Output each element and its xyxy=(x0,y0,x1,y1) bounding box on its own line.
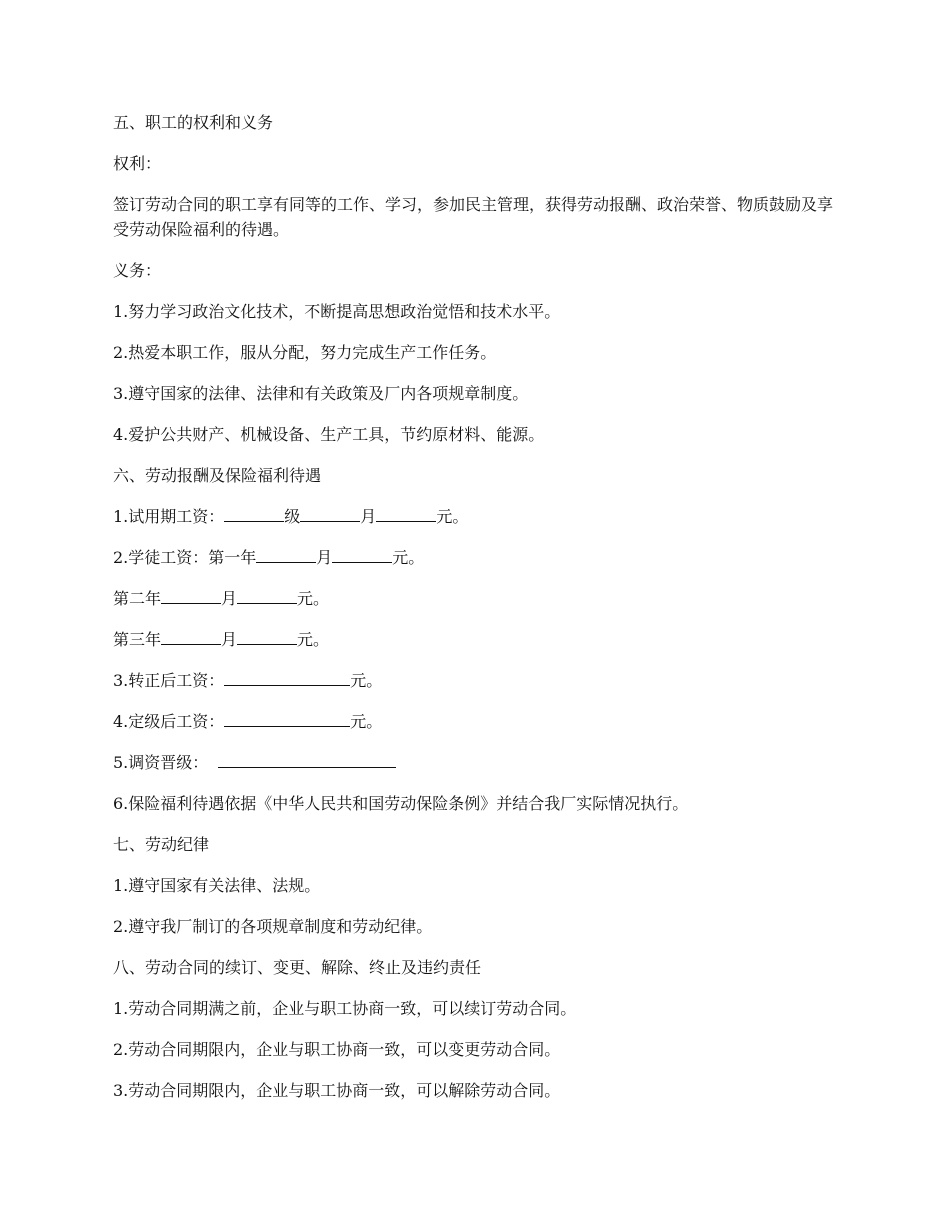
section-heading: 七、劳动纪律 xyxy=(113,835,210,854)
list-item: 4.爱护公共财产、机械设备、生产工具，节约原材料、能源。 xyxy=(113,425,545,444)
label: 4.定级后工资： xyxy=(113,712,225,731)
list-item: 2.劳动合同期限内，企业与职工协商一致，可以变更劳动合同。 xyxy=(113,1040,561,1059)
label: 月 xyxy=(221,589,238,608)
list-item: 1.遵守国家有关法律、法规。 xyxy=(113,876,321,895)
label: 2.学徒工资：第一年 xyxy=(113,548,257,567)
label: 元。 xyxy=(350,712,383,731)
fill-blank[interactable] xyxy=(218,753,396,768)
fill-blank[interactable] xyxy=(332,548,392,563)
label: 月 xyxy=(360,507,377,526)
label: 月 xyxy=(221,630,238,649)
list-item: 2.热爱本职工作，服从分配，努力完成生产工作任务。 xyxy=(113,343,497,362)
fill-blank[interactable] xyxy=(224,712,350,727)
label: 元。 xyxy=(297,630,330,649)
list-item: 3.劳动合同期限内，企业与职工协商一致，可以解除劳动合同。 xyxy=(113,1081,561,1100)
label: 第三年 xyxy=(113,630,162,649)
fill-blank[interactable] xyxy=(161,630,221,645)
label: 第二年 xyxy=(113,589,162,608)
label: 元。 xyxy=(350,671,383,690)
fill-blank[interactable] xyxy=(237,589,297,604)
label: 元。 xyxy=(436,507,469,526)
document-body xyxy=(113,110,843,1119)
list-item: 3.遵守国家的法律、法律和有关政策及厂内各项规章制度。 xyxy=(113,384,529,403)
fill-blank[interactable] xyxy=(224,507,284,522)
wage-line-promotion xyxy=(113,750,843,775)
subheading-rights: 权利： xyxy=(113,154,162,173)
wage-line-apprentice xyxy=(113,545,843,570)
fill-blank[interactable] xyxy=(300,507,360,522)
list-item: 2.遵守我厂制订的各项规章制度和劳动纪律。 xyxy=(113,917,433,936)
fill-blank[interactable] xyxy=(376,507,436,522)
label: 元。 xyxy=(392,548,425,567)
label: 1.试用期工资： xyxy=(113,507,225,526)
wage-line-regular xyxy=(113,668,843,693)
label: 级 xyxy=(284,507,301,526)
subheading-duties: 义务： xyxy=(113,261,162,280)
list-item: 1.努力学习政治文化技术，不断提高思想政治觉悟和技术水平。 xyxy=(113,302,561,321)
wage-line-year2 xyxy=(113,586,843,611)
label: 3.转正后工资： xyxy=(113,671,225,690)
list-item: 6.保险福利待遇依据《中华人民共和国劳动保险条例》并结合我厂实际情况执行。 xyxy=(113,794,689,813)
section-heading: 六、劳动报酬及保险福利待遇 xyxy=(113,466,322,485)
list-item: 1.劳动合同期满之前，企业与职工协商一致，可以续订劳动合同。 xyxy=(113,999,577,1018)
fill-blank[interactable] xyxy=(161,589,221,604)
paragraph: 签订劳动合同的职工享有同等的工作、学习，参加民主管理，获得劳动报酬、政治荣誉、物质鼓励及享受劳动保险福利的待遇。 xyxy=(113,195,834,239)
label: 月 xyxy=(316,548,333,567)
fill-blank[interactable] xyxy=(224,671,350,686)
wage-line-graded xyxy=(113,709,843,734)
wage-line-probation xyxy=(113,504,843,529)
label: 元。 xyxy=(297,589,330,608)
section-heading: 五、职工的权利和义务 xyxy=(113,113,274,132)
section-heading: 八、劳动合同的续订、变更、解除、终止及违约责任 xyxy=(113,958,482,977)
label: 5.调资晋级： xyxy=(113,753,209,772)
wage-line-year3 xyxy=(113,627,843,652)
fill-blank[interactable] xyxy=(237,630,297,645)
fill-blank[interactable] xyxy=(256,548,316,563)
